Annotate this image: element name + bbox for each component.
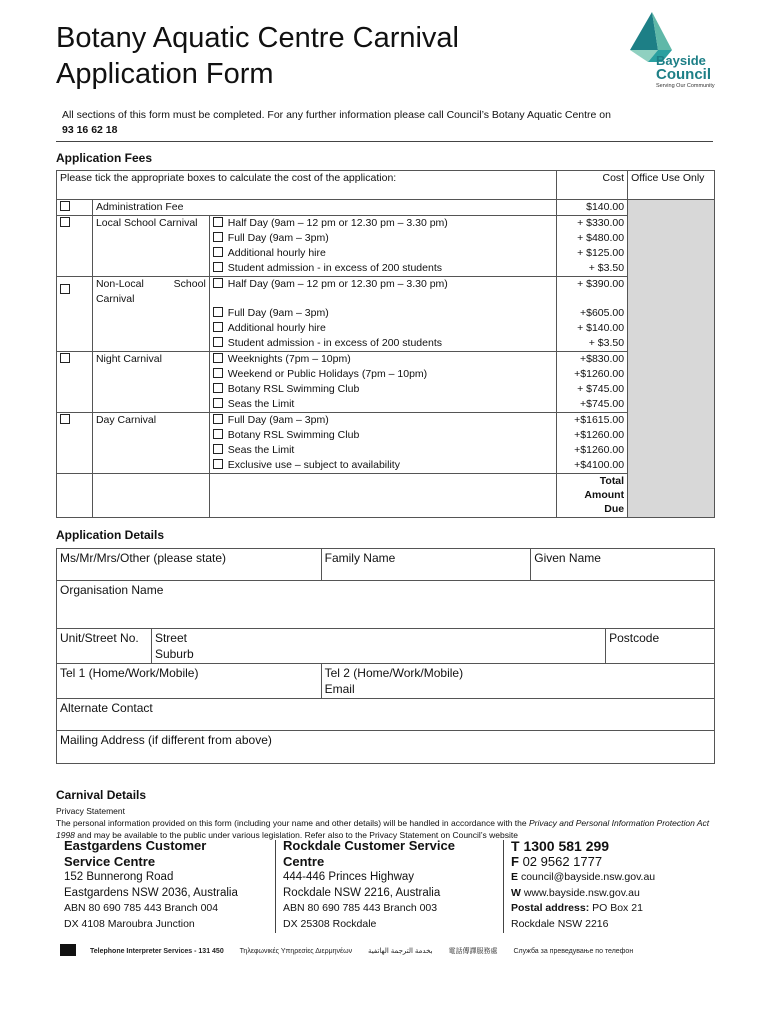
organisation-field[interactable]: Organisation Name — [57, 581, 715, 629]
nonlocal-school-costs: + $390.00 +$605.00 + $140.00 + $3.50 — [557, 277, 628, 352]
night-carnival-checkbox[interactable] — [57, 352, 93, 413]
local-school-label: Local School Carnival — [92, 216, 209, 277]
council-contact: T 1300 581 299 F 02 9562 1777 E council@bayside.nsw.gov.au W www.bayside.nsw.gov.au Postal address: PO Box 21 Rockdale NSW 2216 — [511, 838, 656, 930]
option-row[interactable]: Weeknights (7pm – 10pm) — [213, 352, 553, 367]
tel1-field[interactable]: Tel 1 (Home/Work/Mobile) — [57, 664, 322, 699]
admin-fee-label: Administration Fee — [92, 200, 556, 216]
total-empty-cell — [209, 474, 556, 518]
office-use-header: Office Use Only — [628, 171, 715, 200]
day-carnival-costs: +$1615.00 +$1260.00 +$1260.00 +$4100.00 — [557, 413, 628, 474]
day-carnival-label: Day Carnival — [92, 413, 209, 474]
night-carnival-label: Night Carnival — [92, 352, 209, 413]
title-line-1: Botany Aquatic Centre Carnival — [56, 22, 459, 54]
intro-sentence: All sections of this form must be completed. For any further information please call Council’s Botany Aquatic Centre on — [62, 109, 611, 121]
given-name-field[interactable]: Given Name — [531, 549, 715, 581]
logo-text-council: Council — [656, 66, 711, 83]
contact-divider — [503, 840, 504, 933]
rockdale-contact: Rockdale Customer Service Centre 444-446 Princes Highway Rockdale NSW 2216, Australia ABN 80 690 785 443 Branch 003 DX 25308 Rockdale — [283, 838, 455, 930]
postcode-field[interactable]: Postcode — [606, 629, 715, 664]
option-row[interactable]: Botany RSL Swimming Club — [213, 382, 553, 397]
alternate-contact-field[interactable]: Alternate Contact — [57, 699, 715, 731]
family-name-field[interactable]: Family Name — [321, 549, 531, 581]
local-school-options — [209, 216, 556, 277]
admin-fee-checkbox[interactable] — [57, 200, 93, 216]
night-carnival-options — [209, 352, 556, 413]
day-carnival-checkbox[interactable] — [57, 413, 93, 474]
fees-heading: Application Fees — [56, 151, 153, 165]
option-row[interactable]: Half Day (9am – 12 pm or 12.30 pm – 3.30 pm) — [213, 216, 553, 231]
page-title — [56, 20, 459, 92]
details-table — [56, 548, 715, 764]
night-carnival-costs: +$830.00 +$1260.00 + $745.00 +$745.00 — [557, 352, 628, 413]
unit-field[interactable]: Unit/Street No. — [57, 629, 152, 664]
title-line-2: Application Form — [56, 58, 274, 90]
option-row[interactable]: Weekend or Public Holidays (7pm – 10pm) — [213, 367, 553, 382]
total-empty-cell — [57, 474, 93, 518]
option-row[interactable]: Seas the Limit — [213, 397, 553, 412]
option-row[interactable]: Seas the Limit — [213, 443, 553, 458]
office-use-column — [628, 200, 715, 518]
total-amount-label: Total Amount Due — [557, 474, 628, 518]
details-heading: Application Details — [56, 528, 165, 542]
privacy-statement: The personal information provided on this form (including your name and other details) will be handled in accordance with the Privacy and Personal Information Protection Act 1998 and may be available to the public under various legislation. Refer also to the Privacy Statement on Council’s website — [56, 818, 710, 840]
logo-tagline: Serving Our Community — [656, 83, 715, 89]
option-row[interactable]: Full Day (9am – 3pm) — [213, 306, 553, 321]
street-suburb-field[interactable]: Street Suburb — [151, 629, 605, 664]
option-row[interactable]: Student admission - in excess of 200 students — [213, 261, 553, 276]
option-row[interactable]: Full Day (9am – 3pm) — [213, 231, 553, 246]
cost-header: Cost — [557, 171, 628, 200]
admin-fee-cost: $140.00 — [557, 200, 628, 216]
logo-text-bayside: Bayside — [656, 53, 706, 68]
total-empty-cell — [92, 474, 209, 518]
title-field[interactable]: Ms/Mr/Mrs/Other (please state) — [57, 549, 322, 581]
option-row[interactable]: Botany RSL Swimming Club — [213, 428, 553, 443]
nonlocal-school-checkbox[interactable] — [57, 277, 93, 352]
option-row[interactable]: Half Day (9am – 12 pm or 12.30 pm – 3.30 pm) — [213, 277, 553, 306]
option-row[interactable]: Student admission - in excess of 200 students — [213, 336, 553, 351]
option-row[interactable]: Additional hourly hire — [213, 321, 553, 336]
carnival-heading: Carnival Details — [56, 788, 147, 802]
option-row[interactable]: Exclusive use – subject to availability — [213, 458, 553, 473]
option-row[interactable]: Additional hourly hire — [213, 246, 553, 261]
option-row[interactable]: Full Day (9am – 3pm) — [213, 413, 553, 428]
nonlocal-school-label: Non-Local School Carnival — [92, 277, 209, 352]
divider — [56, 141, 713, 142]
mailing-address-field[interactable]: Mailing Address (if different from above) — [57, 731, 715, 764]
interpreter-footer: Telephone Interpreter Services - 131 450 Τηλεφωνικές Υπηρεσίες Διερμηνέων بخدمة الترجمة الهاتفية 電話傳譯服務處 Служба за преведување по телефон — [60, 944, 647, 956]
local-school-checkbox[interactable] — [57, 216, 93, 277]
intro-phone: 93 16 62 18 — [62, 124, 118, 136]
nonlocal-school-options — [209, 277, 556, 352]
intro-text — [62, 108, 722, 138]
fees-table — [56, 170, 715, 518]
phone-interpreter-icon — [60, 944, 76, 956]
tel2-email-field[interactable]: Tel 2 (Home/Work/Mobile) Email — [321, 664, 714, 699]
contact-divider — [275, 840, 276, 933]
local-school-costs: + $330.00 + $480.00 + $125.00 + $3.50 — [557, 216, 628, 277]
eastgardens-contact: Eastgardens Customer Service Centre 152 Bunnerong Road Eastgardens NSW 2036, Australia ABN 80 690 785 443 Branch 004 DX 4108 Maroubra Junction — [64, 838, 238, 930]
privacy-heading: Privacy Statement — [56, 806, 125, 816]
fees-instruction: Please tick the appropriate boxes to calculate the cost of the application: — [57, 171, 557, 200]
day-carnival-options — [209, 413, 556, 474]
